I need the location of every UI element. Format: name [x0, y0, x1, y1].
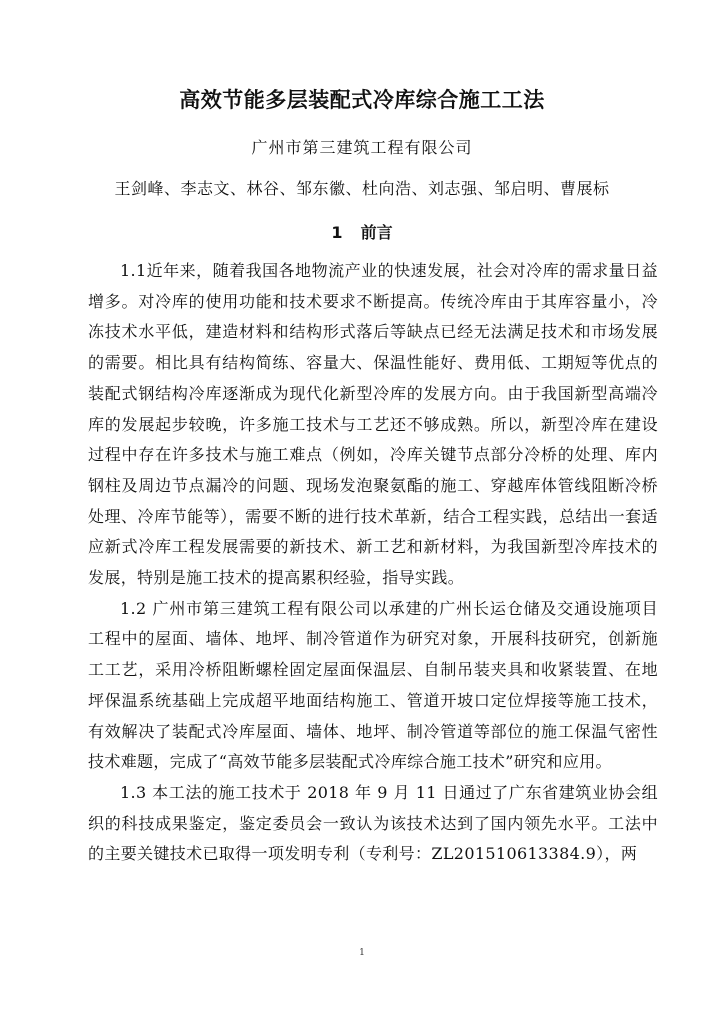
paragraph-1-2: 1.2 广州市第三建筑工程有限公司以承建的广州长运仓储及交通设施项目工程中的屋面、墙体、地坪、制冷管道作为研究对象，开展科技研究，创新施工工艺，采用冷桥阻断螺栓固定屋面保温层、自制吊装夹具和收紧装置、在地坪保温系统基础上完成超平地面结构施工、管道开坡口定位焊接等施工技术，有效解决了装配式冷库屋面、墙体、地坪、制冷管道等部位的施工保温气密性技术难题，完成了“高效节能多层装配式冷库综合施工技术”研究和应用。: [88, 598, 658, 772]
section-number: 1: [331, 223, 343, 242]
document-title: 高效节能多层装配式冷库综合施工工法: [179, 88, 545, 112]
author-list: 王剑峰、李志文、林谷、邹东徽、杜向浩、刘志强、邹启明、曹展标: [114, 179, 610, 198]
body-text: [88, 256, 658, 870]
paragraph-1-3: 1.3 本工法的施工技术于 2018 年 9 月 11 日通过了广东省建筑业协会组织的科技成果鉴定，鉴定委员会一致认为该技术达到了国内领先水平。工法中的主要关键技术已取得一项发明专利（专利号：ZL201510613384.9），两: [88, 782, 658, 864]
company-name: 广州市第三建筑工程有限公司: [251, 138, 473, 157]
paragraph-1-1: 1.1近年来，随着我国各地物流产业的快速发展，社会对冷库的需求量日益增多。对冷库的使用功能和技术要求不断提高。传统冷库由于其库容量小，冷冻技术水平低，建造材料和结构形式落后等缺点已经无法满足技术和市场发展的需要。相比具有结构简练、容量大、保温性能好、费用低、工期短等优点的装配式钢结构冷库逐渐成为现代化新型冷库的发展方向。由于我国新型高端冷库的发展起步较晚，许多施工技术与工艺还不够成熟。所以，新型冷库在建设过程中存在许多技术与施工难点（例如，冷库关键节点部分冷桥的处理、库内钢柱及周边节点漏冷的问题、现场发泡聚氨酯的施工、穿越库体管线阻断冷桥处理、冷库节能等），需要不断的进行技术革新，结合工程实践，总结出一套适应新式冷库工程发展需要的新技术、新工艺和新材料，为我国新型冷库技术的发展，特别是施工技术的提高累积经验，指导实践。: [88, 261, 658, 588]
section-title: 前言: [360, 223, 393, 242]
page-number: 1: [359, 948, 365, 958]
section-heading: [0, 220, 724, 243]
